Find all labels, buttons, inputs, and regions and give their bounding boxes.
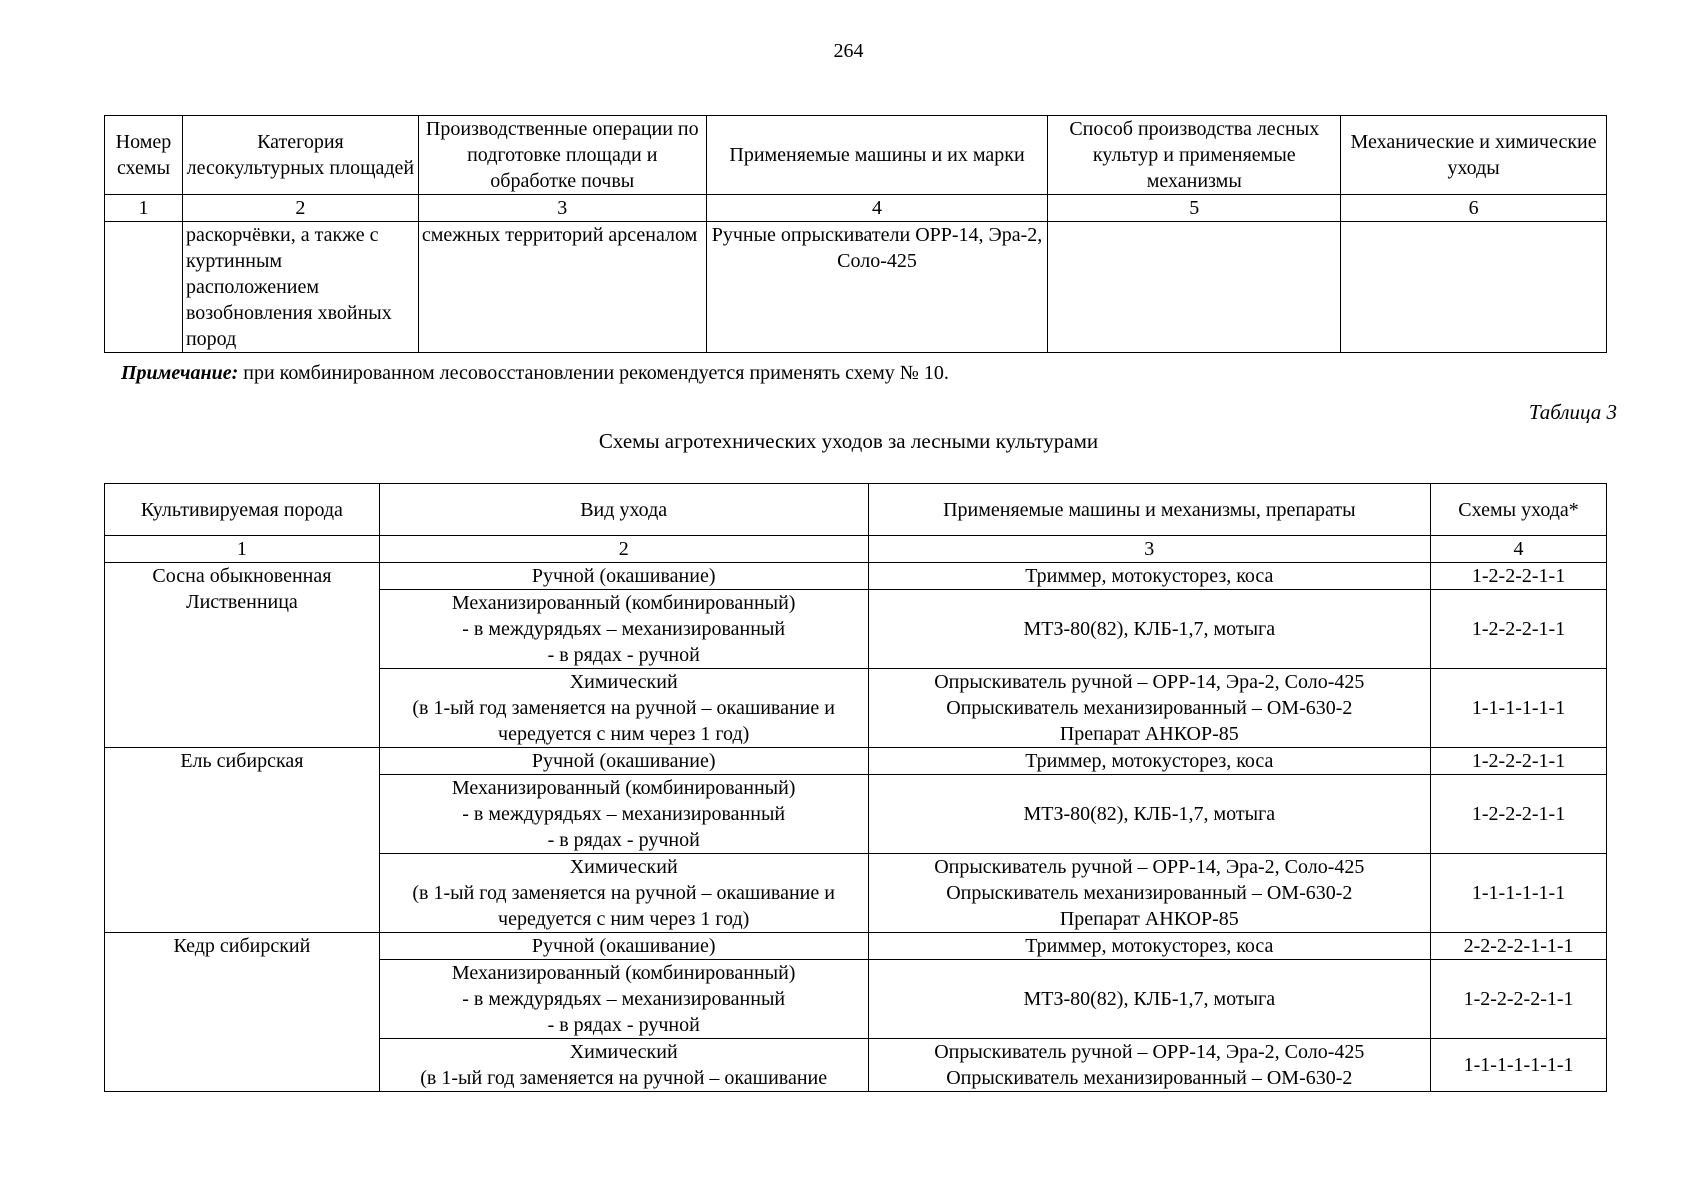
machines-cell: Опрыскиватель ручной – ОРР-14, Эра-2, Соло-425 Опрыскиватель механизированный – ОМ-630-2 [868, 1039, 1431, 1092]
column-number: 2 [379, 536, 868, 563]
column-number-row [105, 195, 1607, 222]
table-cell: смежных территорий арсеналом [418, 222, 706, 353]
care-cell: Химический (в 1-ый год заменяется на ручной – окашивание и чередуется с ним через 1 год) [379, 854, 868, 933]
header-species: Культивируемая порода [105, 484, 380, 536]
machines-cell: Триммер, мотокусторез, коса [868, 563, 1431, 590]
care-cell: Ручной (окашивание) [379, 563, 868, 590]
care-cell: Химический (в 1-ый год заменяется на ручной – окашивание и чередуется с ним через 1 год) [379, 669, 868, 748]
column-number: 1 [105, 195, 183, 222]
table-cell: Ручные опрыскиватели ОРР-14, Эра-2, Соло-425 [706, 222, 1048, 353]
care-cell: Механизированный (комбинированный) - в междурядьях – механизированный - в рядах - ручной [379, 775, 868, 854]
header-area-category: Категория лесокультурных площадей [182, 116, 418, 195]
table-header-row [105, 484, 1607, 536]
species-cell: Сосна обыкновенная Лиственница [105, 563, 380, 748]
column-number: 2 [182, 195, 418, 222]
column-number: 4 [706, 195, 1048, 222]
header-scheme-number: Номер схемы [105, 116, 183, 195]
column-number-row [105, 536, 1607, 563]
note-label: Примечание: [121, 362, 239, 384]
column-number: 6 [1341, 195, 1607, 222]
machinery-schemes-table-continued [104, 115, 1607, 353]
table-label: Таблица 3 [1528, 400, 1617, 424]
care-cell: Механизированный (комбинированный) - в междурядьях – механизированный - в рядах - ручной [379, 590, 868, 669]
header-care-scheme: Схемы ухода* [1431, 484, 1607, 536]
header-care-type: Вид ухода [379, 484, 868, 536]
header-production-method: Способ производства лесных культур и применяемые механизмы [1048, 116, 1341, 195]
scheme-cell: 1-2-2-2-2-1-1 [1431, 960, 1607, 1039]
care-schemes-table [104, 483, 1607, 1092]
care-cell: Ручной (окашивание) [379, 748, 868, 775]
header-machines: Применяемые машины и их марки [706, 116, 1048, 195]
page-number: 264 [833, 40, 864, 62]
table-row [105, 563, 1607, 590]
species-cell: Кедр сибирский [105, 933, 380, 1092]
machines-cell: Триммер, мотокусторез, коса [868, 748, 1431, 775]
column-number: 3 [868, 536, 1431, 563]
column-number: 1 [105, 536, 380, 563]
scheme-cell: 2-2-2-2-1-1-1 [1431, 933, 1607, 960]
table-row [105, 222, 1607, 353]
column-number: 3 [418, 195, 706, 222]
care-cell: Химический (в 1-ый год заменяется на ручной – окашивание [379, 1039, 868, 1092]
machines-cell: Опрыскиватель ручной – ОРР-14, Эра-2, Соло-425 Опрыскиватель механизированный – ОМ-630-2 Препарат АНКОР-85 [868, 669, 1431, 748]
scheme-cell: 1-2-2-2-1-1 [1431, 748, 1607, 775]
machines-cell: МТЗ-80(82), КЛБ-1,7, мотыга [868, 960, 1431, 1039]
note [121, 362, 949, 385]
machines-cell: МТЗ-80(82), КЛБ-1,7, мотыга [868, 590, 1431, 669]
table-header-row [105, 116, 1607, 195]
table-title: Схемы агротехнических уходов за лесными культурами [598, 429, 1099, 453]
header-soil-operations: Производственные операции по подготовке площади и обработке почвы [418, 116, 706, 195]
note-text: при комбинированном лесовосстановлении рекомендуется применять схему № 10. [238, 362, 949, 384]
machines-cell: МТЗ-80(82), КЛБ-1,7, мотыга [868, 775, 1431, 854]
care-cell: Ручной (окашивание) [379, 933, 868, 960]
column-number: 5 [1048, 195, 1341, 222]
species-cell: Ель сибирская [105, 748, 380, 933]
scheme-cell: 1-1-1-1-1-1 [1431, 854, 1607, 933]
scheme-cell: 1-2-2-2-1-1 [1431, 775, 1607, 854]
column-number: 4 [1431, 536, 1607, 563]
table-row [105, 933, 1607, 960]
table-cell [1341, 222, 1607, 353]
scheme-cell: 1-2-2-2-1-1 [1431, 563, 1607, 590]
care-cell: Механизированный (комбинированный) - в междурядьях – механизированный - в рядах - ручной [379, 960, 868, 1039]
table-cell: раскорчёвки, а также с куртинным расположением возобновления хвойных пород [182, 222, 418, 353]
table-cell [105, 222, 183, 353]
machines-cell: Триммер, мотокусторез, коса [868, 933, 1431, 960]
scheme-cell: 1-2-2-2-1-1 [1431, 590, 1607, 669]
scheme-cell: 1-1-1-1-1-1-1 [1431, 1039, 1607, 1092]
machines-cell: Опрыскиватель ручной – ОРР-14, Эра-2, Соло-425 Опрыскиватель механизированный – ОМ-630-2 Препарат АНКОР-85 [868, 854, 1431, 933]
scheme-cell: 1-1-1-1-1-1 [1431, 669, 1607, 748]
table-cell [1048, 222, 1341, 353]
table-row [105, 748, 1607, 775]
header-machinery: Применяемые машины и механизмы, препараты [868, 484, 1431, 536]
header-care: Механические и химические уходы [1341, 116, 1607, 195]
